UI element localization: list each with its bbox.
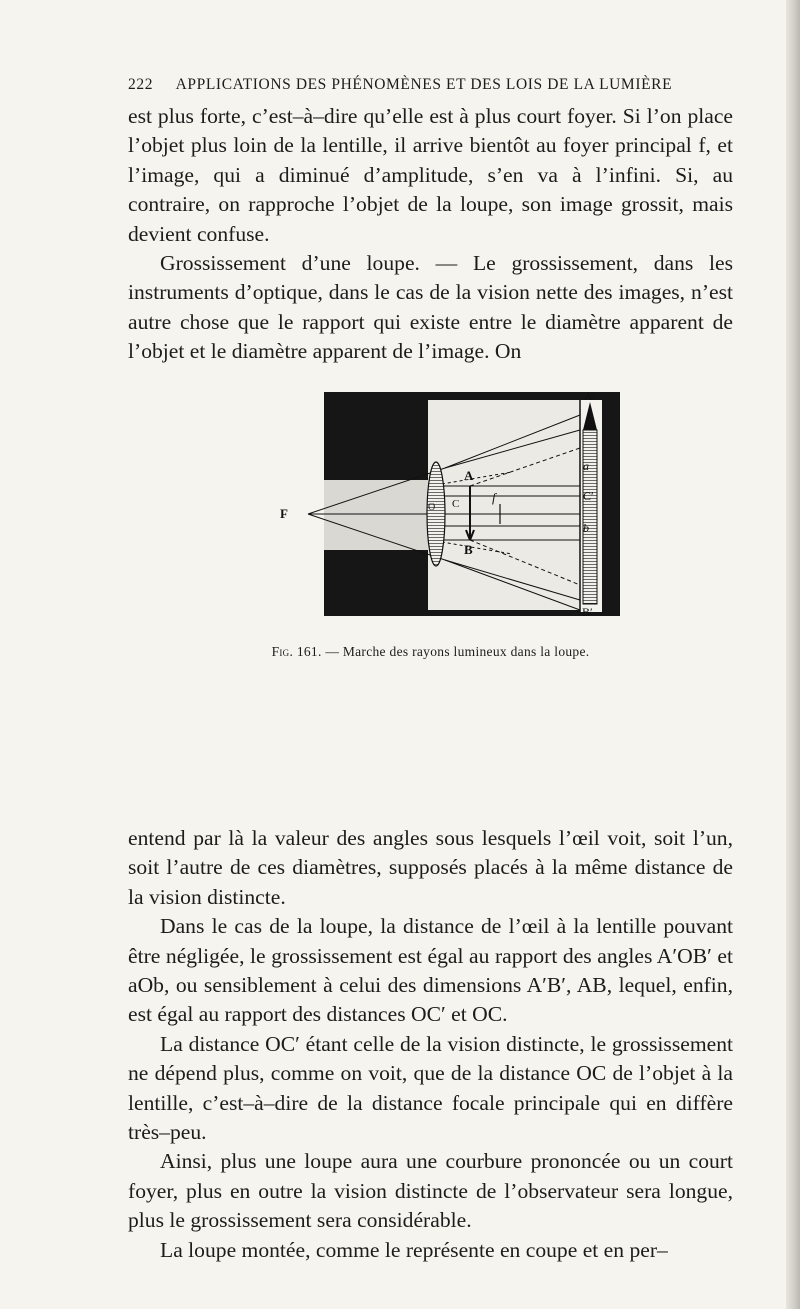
label-f: f	[492, 490, 496, 505]
label-C-prime: C′	[583, 489, 594, 503]
label-C: C	[452, 498, 460, 510]
paragraph: entend par là la valeur des angles sous lesquels l’œil voit, soit l’un, soit l’autre de ces diamètres, supposés placés à la même distance de la vision distincte.	[128, 826, 733, 909]
paragraph: Dans le cas de la loupe, la distance de l’œil à la lentille pouvant être négligée, le grossissement est égal au rapport des angles A′OB′ et aOb, ou sensiblement à celui des dimensions A′B′, AB, lequel, enfin, est égal au rapport des distances OC′ et OC.	[128, 914, 733, 1027]
diagram-left-field	[324, 480, 428, 550]
figure-161	[280, 390, 620, 618]
figure-caption	[128, 644, 733, 660]
running-title: APPLICATIONS DES PHÉNOMÈNES ET DES LOIS DE LA LUMIÈRE	[175, 76, 673, 93]
label-A-prime: A′	[584, 390, 596, 403]
label-B: B	[464, 542, 473, 557]
caption-text: — Marche des rayons lumineux dans la loupe.	[325, 644, 590, 659]
paragraph: La loupe montée, comme le représente en coupe et en per–	[160, 1237, 668, 1262]
label-A: A	[464, 468, 474, 483]
paragraph: Grossissement d’une loupe. — Le grossissement, dans les instruments d’optique, dans le cas de la vision nette des images, n’est autre chose que le rapport qui existe entre le diamètre apparent de l’objet et le diamètre apparent de l’image. On	[128, 251, 733, 364]
label-b: b	[583, 521, 589, 535]
image-arrow	[583, 430, 597, 604]
paragraph: La distance OC′ étant celle de la vision distincte, le grossissement ne dépend plus, comme on voit, que de la distance OC de l’objet à la lentille, c’est–à–dire de la distance focale principale qui en diffère très–peu.	[128, 1031, 733, 1145]
diagram-right-field	[428, 400, 580, 610]
page-number: 222	[128, 76, 154, 93]
page-edge	[786, 0, 800, 1309]
label-B-prime: B′	[582, 605, 593, 618]
text-block-bottom	[128, 824, 733, 1265]
ray-diagram	[280, 390, 620, 618]
paragraph: Ainsi, plus une loupe aura une courbure prononcée ou un court foyer, plus en outre la vision distincte de l’observateur sera longue, plus le grossissement sera considérable.	[128, 1149, 733, 1233]
label-O: O	[428, 502, 436, 513]
running-header	[128, 76, 728, 94]
caption-figure-number: Fig. 161.	[271, 644, 322, 659]
label-F: F	[280, 506, 288, 521]
lens	[427, 462, 445, 566]
paragraph: est plus forte, c’est–à–dire qu’elle est à plus court foyer. Si l’on place l’objet plus loin de la lentille, il arrive bientôt au foyer principal f, et l’image, qui a diminué d’amplitude, s’en va à l’infini. Si, au contraire, on rapproche l’objet de la loupe, son image grossit, mais devient confuse.	[128, 104, 733, 246]
text-block-top	[128, 102, 733, 367]
label-a: a	[583, 459, 589, 473]
